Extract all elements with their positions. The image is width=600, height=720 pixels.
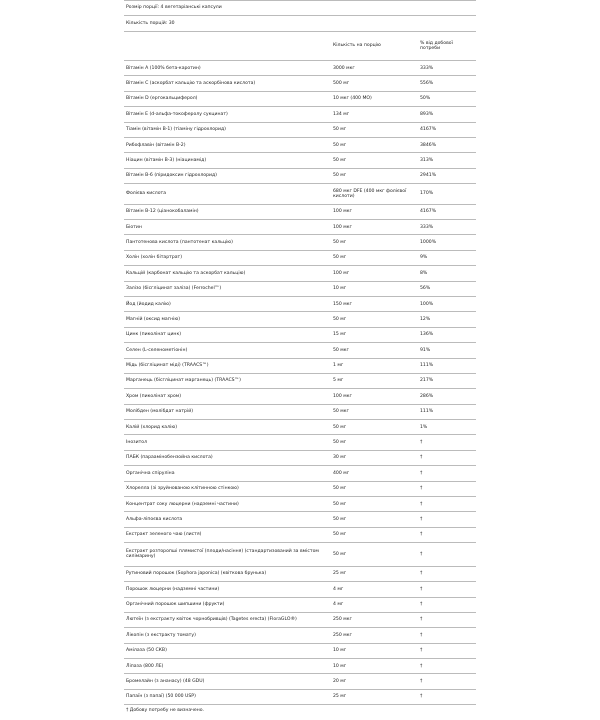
header-blank [124, 32, 331, 61]
amount-per-serving: 10 мг [331, 281, 418, 296]
table-row [124, 184, 476, 205]
daily-value-percent: 50% [418, 91, 476, 106]
nutrient-name: Порошок люцерни (надземні частини) [124, 582, 331, 597]
table-row [124, 204, 476, 219]
amount-per-serving: 10 мг [331, 659, 418, 674]
nutrient-name: Біотин [124, 220, 331, 235]
amount-per-serving: 250 мкг [331, 612, 418, 627]
amount-per-serving: 25 мг [331, 566, 418, 581]
nutrient-name: Хлорелла (зі зруйнованою клітинною стінкою) [124, 481, 331, 496]
table-row [124, 628, 476, 643]
daily-value-percent: 286% [418, 389, 476, 404]
daily-value-percent: 1% [418, 420, 476, 435]
table-row [124, 566, 476, 581]
amount-per-serving: 20 мг [331, 674, 418, 689]
nutrient-name: Рутиновий порошок (Sophora japonica) (квіткова брунька) [124, 566, 331, 581]
daily-value-percent: † [418, 497, 476, 512]
amount-per-serving: 100 мкг [331, 220, 418, 235]
daily-value-percent: 136% [418, 327, 476, 342]
amount-per-serving: 50 мг [331, 420, 418, 435]
nutrient-name: Фолієва кислота [124, 184, 331, 205]
amount-per-serving: 400 мг [331, 466, 418, 481]
table-row [124, 404, 476, 419]
daily-value-percent: 8% [418, 266, 476, 281]
nutrient-name: Селен (L-селенометіонін) [124, 343, 331, 358]
amount-per-serving: 50 мг [331, 137, 418, 152]
header-daily-value: % від добової потреби [418, 32, 476, 61]
daily-value-percent: † [418, 450, 476, 465]
daily-value-percent: † [418, 566, 476, 581]
amount-per-serving: 50 мг [331, 250, 418, 265]
amount-per-serving: 50 мг [331, 312, 418, 327]
nutrient-name: Органічний порошок шипшини (фрукти) [124, 597, 331, 612]
amount-per-serving: 100 мкг [331, 204, 418, 219]
amount-per-serving: 10 мкг (400 МО) [331, 91, 418, 106]
table-row [124, 512, 476, 527]
nutrient-name: Екстракт зеленого чаю (листя) [124, 527, 331, 542]
nutrient-name: Вітамін D (ергокальциферол) [124, 91, 331, 106]
nutrient-name: Магній (оксид магнію) [124, 312, 331, 327]
daily-value-percent: † [418, 689, 476, 704]
amount-per-serving: 150 мкг [331, 296, 418, 311]
daily-value-percent: † [418, 659, 476, 674]
daily-value-percent: † [418, 612, 476, 627]
amount-per-serving: 50 мкг [331, 404, 418, 419]
table-row [124, 612, 476, 627]
serving-size: Розмір порції: 4 вегетаріанські капсули [124, 0, 476, 16]
daily-value-percent: 4167% [418, 122, 476, 137]
nutrient-name: Рибофлавін (вітамін В-2) [124, 137, 331, 152]
table-row [124, 107, 476, 122]
daily-value-percent: 313% [418, 153, 476, 168]
daily-value-percent: 100% [418, 296, 476, 311]
amount-per-serving: 50 мкг [331, 343, 418, 358]
table-row [124, 153, 476, 168]
amount-per-serving: 3000 мкг [331, 61, 418, 76]
table-row [124, 435, 476, 450]
nutrient-name: Вітамін В-12 (ціанокобаламін) [124, 204, 331, 219]
table-row [124, 168, 476, 183]
nutrient-name: Бромелайн (з ананасу) (48 GDU) [124, 674, 331, 689]
amount-per-serving: 1 мг [331, 358, 418, 373]
table-row [124, 689, 476, 704]
daily-value-percent: 111% [418, 358, 476, 373]
daily-value-percent: 111% [418, 404, 476, 419]
table-row [124, 643, 476, 658]
nutrient-name: Лютеїн (з екстракту квіток чорнобривців) (Tagetes erecta) (FloraGLO®) [124, 612, 331, 627]
amount-per-serving: 500 мг [331, 76, 418, 91]
table-row [124, 543, 476, 567]
table-row [124, 343, 476, 358]
amount-per-serving: 50 мг [331, 497, 418, 512]
nutrient-name: Марганець (бісгліцинат марганець) (TRAACS™) [124, 373, 331, 388]
table-row [124, 76, 476, 91]
table-row [124, 235, 476, 250]
amount-per-serving: 50 мг [331, 543, 418, 567]
supplement-facts-panel [124, 0, 476, 720]
amount-per-serving: 100 мг [331, 266, 418, 281]
nutrient-name: Залізо (бісгліцинат заліза) (Ferrochel™) [124, 281, 331, 296]
table-row [124, 481, 476, 496]
daily-value-percent: 333% [418, 220, 476, 235]
supplement-facts-table [124, 32, 476, 705]
daily-value-percent: † [418, 582, 476, 597]
nutrient-name: Йод (йодид калію) [124, 296, 331, 311]
daily-value-percent: 1000% [418, 235, 476, 250]
table-row [124, 122, 476, 137]
table-row [124, 91, 476, 106]
amount-per-serving: 50 мг [331, 512, 418, 527]
nutrient-name: Вітамін Е (d-альфа-токоферолу сукцинат) [124, 107, 331, 122]
nutrient-name: Пантотенова кислота (пантотенат кальцію) [124, 235, 331, 250]
amount-per-serving: 50 мг [331, 527, 418, 542]
nutrient-name: Калій (хлорид калію) [124, 420, 331, 435]
nutrient-name: Вітамін В-6 (піридоксин гідрохлорид) [124, 168, 331, 183]
nutrient-name: Альфа-ліпоєва кислота [124, 512, 331, 527]
nutrient-name: Тіамін (вітамін В-1) (тіаміну гідрохлорид) [124, 122, 331, 137]
amount-per-serving: 50 мг [331, 435, 418, 450]
amount-per-serving: 100 мкг [331, 389, 418, 404]
table-header-row [124, 32, 476, 61]
table-row [124, 582, 476, 597]
table-row [124, 373, 476, 388]
table-row [124, 389, 476, 404]
nutrient-name: Амілаза (50 СКВ) [124, 643, 331, 658]
nutrient-name: Мідь (бісгліцинат міді) (TRAACS™) [124, 358, 331, 373]
table-row [124, 358, 476, 373]
amount-per-serving: 25 мг [331, 689, 418, 704]
amount-per-serving: 30 мг [331, 450, 418, 465]
daily-value-percent: 333% [418, 61, 476, 76]
amount-per-serving: 15 мг [331, 327, 418, 342]
table-row [124, 659, 476, 674]
table-row [124, 527, 476, 542]
nutrient-name: Ніацин (вітамін В-3) (ніацинамід) [124, 153, 331, 168]
servings-per-container: Кількість порцій: 30 [124, 16, 476, 32]
header-amount: Кількість на порцію [331, 32, 418, 61]
daily-value-percent: † [418, 628, 476, 643]
table-row [124, 327, 476, 342]
daily-value-percent: 91% [418, 343, 476, 358]
nutrient-name: Органічна спіруліна [124, 466, 331, 481]
nutrient-name: Хром (пиколінат хром) [124, 389, 331, 404]
nutrient-name: Лікопін (з екстракту томату) [124, 628, 331, 643]
nutrient-name: Кальцій (карбонат кальцію та аскорбат кальцію) [124, 266, 331, 281]
amount-per-serving: 250 мкг [331, 628, 418, 643]
amount-per-serving: 50 мг [331, 481, 418, 496]
daily-value-percent: 2941% [418, 168, 476, 183]
amount-per-serving: 4 мг [331, 597, 418, 612]
nutrient-name: Молібден (молібдат натрій) [124, 404, 331, 419]
nutrient-name: Папаїн (з папаї) (50 000 USP) [124, 689, 331, 704]
nutrient-name: Ліпаза (800 ЛЕ) [124, 659, 331, 674]
daily-value-percent: † [418, 512, 476, 527]
table-row [124, 597, 476, 612]
daily-value-percent: 4167% [418, 204, 476, 219]
nutrient-name: Екстракт розторопші плямистої (плоди/насіння) (стандартизований за вмістом силімарину) [124, 543, 331, 567]
amount-per-serving: 50 мг [331, 235, 418, 250]
amount-per-serving: 50 мг [331, 153, 418, 168]
amount-per-serving: 5 мг [331, 373, 418, 388]
amount-per-serving: 680 мкг DFE (400 мкг фолієвої кислоти) [331, 184, 418, 205]
amount-per-serving: 4 мг [331, 582, 418, 597]
nutrient-name: Інозитол [124, 435, 331, 450]
daily-value-percent: † [418, 466, 476, 481]
amount-per-serving: 50 мг [331, 168, 418, 183]
daily-value-percent: 217% [418, 373, 476, 388]
daily-value-percent: † [418, 674, 476, 689]
daily-value-percent: † [418, 435, 476, 450]
amount-per-serving: 50 мг [331, 122, 418, 137]
table-row [124, 296, 476, 311]
table-row [124, 312, 476, 327]
nutrient-name: Цинк (пиколінат цинк) [124, 327, 331, 342]
nutrient-name: Концентрат соку люцерни (надземні частини) [124, 497, 331, 512]
footnote: † Добову потребу не визначено. [126, 708, 204, 714]
daily-value-percent: † [418, 527, 476, 542]
daily-value-percent: 893% [418, 107, 476, 122]
amount-per-serving: 10 мг [331, 643, 418, 658]
daily-value-percent: 556% [418, 76, 476, 91]
nutrient-name: Холін (холін бітартрат) [124, 250, 331, 265]
amount-per-serving: 134 мг [331, 107, 418, 122]
table-row [124, 466, 476, 481]
table-row [124, 674, 476, 689]
table-row [124, 220, 476, 235]
table-row [124, 281, 476, 296]
nutrient-name: Вітамін А (100% бета-каротин) [124, 61, 331, 76]
nutrient-name: ПАБК (параамінобензойна кислота) [124, 450, 331, 465]
daily-value-percent: † [418, 597, 476, 612]
table-row [124, 420, 476, 435]
table-row [124, 266, 476, 281]
table-row [124, 250, 476, 265]
table-row [124, 137, 476, 152]
daily-value-percent: † [418, 481, 476, 496]
daily-value-percent: † [418, 543, 476, 567]
nutrient-name: Вітамін С (аскорбат кальцію та аскорбінова кислота) [124, 76, 331, 91]
daily-value-percent: 12% [418, 312, 476, 327]
daily-value-percent: 56% [418, 281, 476, 296]
daily-value-percent: 9% [418, 250, 476, 265]
table-row [124, 497, 476, 512]
table-row [124, 450, 476, 465]
daily-value-percent: 3846% [418, 137, 476, 152]
daily-value-percent: † [418, 643, 476, 658]
table-row [124, 61, 476, 76]
daily-value-percent: 170% [418, 184, 476, 205]
